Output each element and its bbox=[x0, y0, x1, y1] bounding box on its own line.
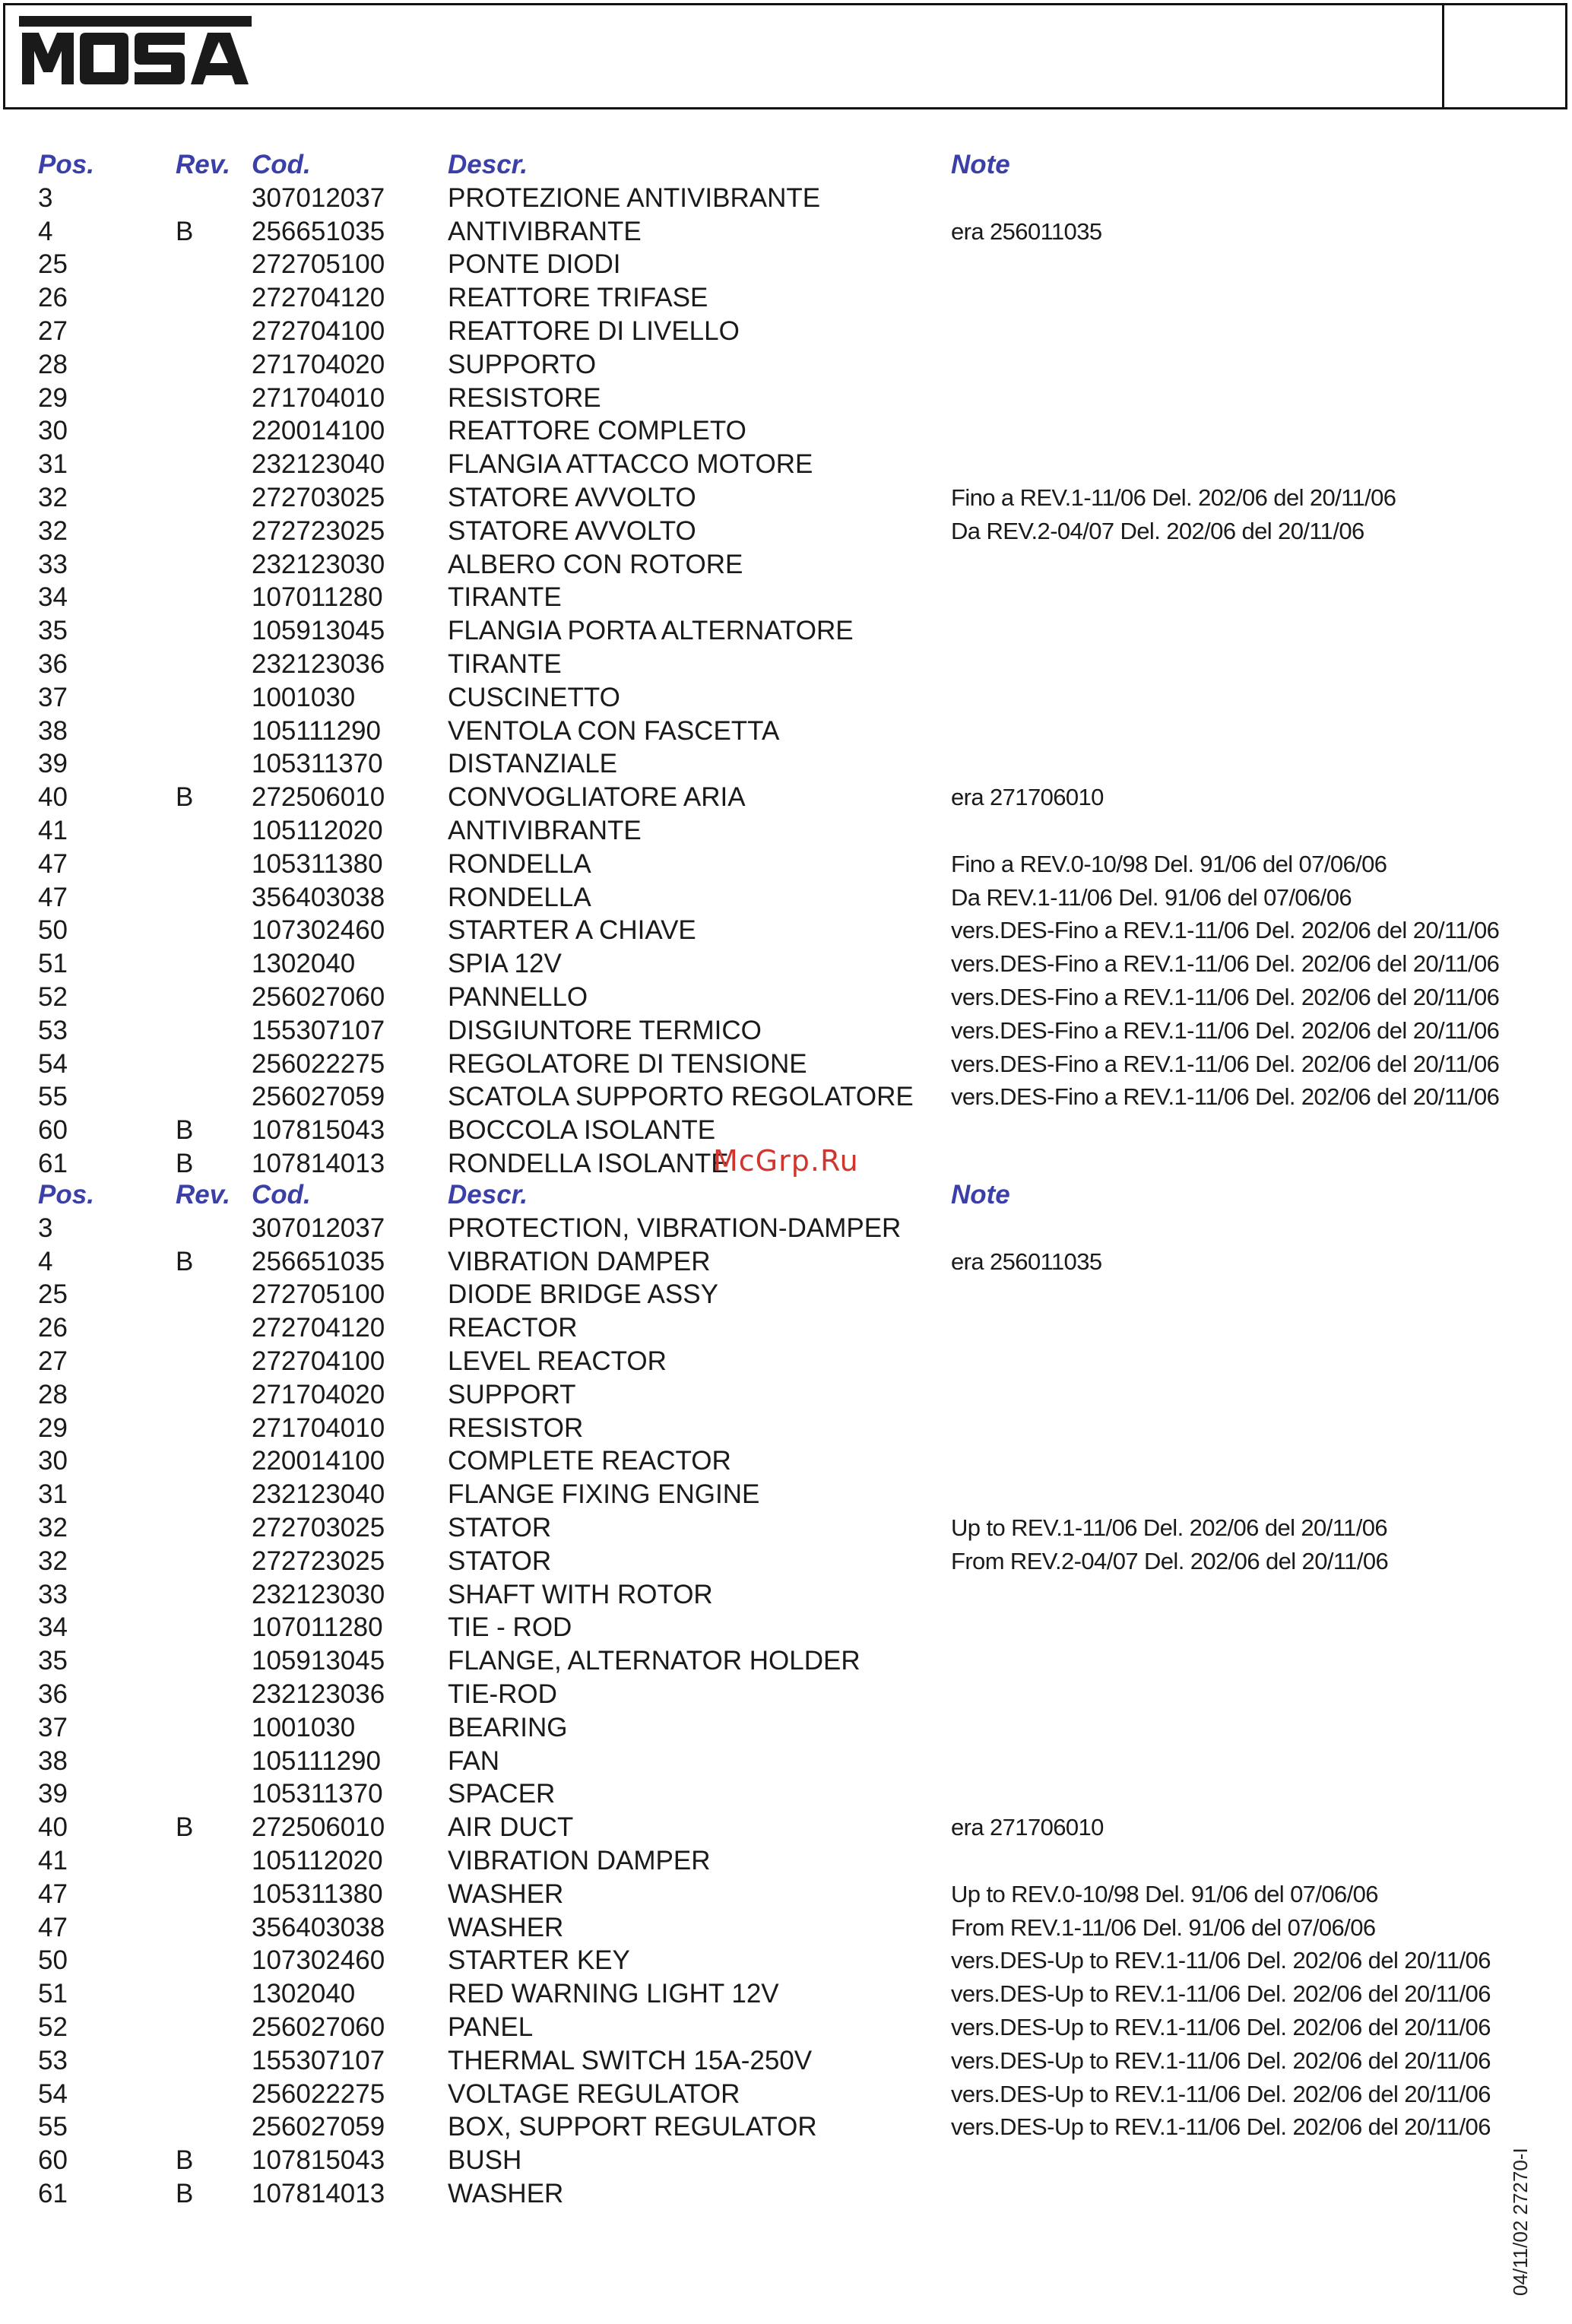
cell-pos: 29 bbox=[38, 1412, 68, 1443]
cell-descr: REATTORE TRIFASE bbox=[448, 283, 708, 313]
cell-pos: 61 bbox=[38, 1149, 68, 1178]
column-header-cod: Cod. bbox=[252, 1180, 311, 1210]
cell-descr: SCATOLA SUPPORTO REGOLATORE bbox=[448, 1082, 914, 1112]
cell-cod: 307012037 bbox=[252, 182, 385, 213]
cell-cod: 272723025 bbox=[252, 1546, 385, 1576]
cell-note: vers.DES-Fino a REV.1-11/06 Del. 202/06 del 20/11/06 bbox=[951, 1050, 1500, 1077]
watermark: McGrp.Ru bbox=[713, 1144, 859, 1178]
cell-note: era 256011035 bbox=[951, 1248, 1102, 1275]
cell-note: From REV.2-04/07 Del. 202/06 del 20/11/06 bbox=[951, 1547, 1389, 1574]
table-row bbox=[0, 414, 1572, 448]
cell-note: vers.DES-Up to REV.1-11/06 Del. 202/06 del 20/11/06 bbox=[951, 2014, 1491, 2040]
table-row bbox=[0, 1278, 1572, 1311]
column-header-pos: Pos. bbox=[38, 150, 94, 179]
cell-cod: 272704120 bbox=[252, 1313, 385, 1343]
cell-note: era 271706010 bbox=[951, 1814, 1104, 1841]
cell-note: Up to REV.1-11/06 Del. 202/06 del 20/11/06 bbox=[951, 1514, 1387, 1541]
cell-pos: 47 bbox=[38, 1912, 68, 1942]
cell-cod: 105311380 bbox=[252, 1879, 383, 1909]
cell-descr: WASHER bbox=[448, 1912, 564, 1942]
cell-note: vers.DES-Up to REV.1-11/06 Del. 202/06 del 20/11/06 bbox=[951, 2047, 1491, 2074]
cell-cod: 256027059 bbox=[252, 2112, 385, 2142]
cell-cod: 1302040 bbox=[252, 1979, 356, 2009]
table-row bbox=[0, 248, 1572, 281]
cell-descr: PANEL bbox=[448, 2012, 534, 2042]
cell-descr: PROTECTION, VIBRATION-DAMPER bbox=[448, 1213, 902, 1243]
table-row bbox=[0, 781, 1572, 814]
cell-descr: AIR DUCT bbox=[448, 1812, 574, 1843]
table-row bbox=[0, 1811, 1572, 1844]
cell-descr: LEVEL REACTOR bbox=[448, 1346, 667, 1376]
cell-descr: PONTE DIODI bbox=[448, 249, 621, 280]
cell-pos: 30 bbox=[38, 1446, 68, 1476]
cell-descr: VENTOLA CON FASCETTA bbox=[448, 715, 780, 746]
cell-cod: 220014100 bbox=[252, 1446, 385, 1476]
cell-descr: SHAFT WITH ROTOR bbox=[448, 1579, 713, 1609]
cell-pos: 37 bbox=[38, 682, 68, 712]
cell-descr: FLANGIA PORTA ALTERNATORE bbox=[448, 616, 854, 646]
cell-cod: 107814013 bbox=[252, 2179, 385, 2208]
cell-pos: 38 bbox=[38, 1745, 68, 1776]
cell-note: era 256011035 bbox=[951, 217, 1102, 245]
table-row bbox=[0, 914, 1572, 947]
cell-cod: 256027060 bbox=[252, 982, 385, 1012]
table-row bbox=[0, 1745, 1572, 1778]
cell-pos: 34 bbox=[38, 1612, 68, 1643]
table-row bbox=[0, 648, 1572, 681]
table-row bbox=[0, 1478, 1572, 1511]
table-header-row bbox=[0, 148, 1572, 182]
cell-cod: 220014100 bbox=[252, 416, 385, 446]
cell-pos: 32 bbox=[38, 1513, 68, 1542]
cell-descr: STARTER KEY bbox=[448, 1945, 630, 1976]
cell-pos: 28 bbox=[38, 349, 68, 379]
cell-pos: 29 bbox=[38, 382, 68, 413]
table-row bbox=[0, 448, 1572, 481]
mosa-logo-graphic bbox=[19, 16, 252, 87]
cell-pos: 41 bbox=[38, 816, 68, 845]
table-row bbox=[0, 481, 1572, 515]
cell-cod: 256022275 bbox=[252, 1048, 385, 1079]
cell-cod: 1302040 bbox=[252, 949, 356, 979]
cell-descr: RESISTORE bbox=[448, 382, 601, 413]
cell-pos: 36 bbox=[38, 1679, 68, 1709]
cell-cod: 107302460 bbox=[252, 915, 385, 946]
table-row bbox=[0, 182, 1572, 215]
cell-pos: 28 bbox=[38, 1379, 68, 1409]
table-row bbox=[0, 515, 1572, 548]
cell-descr: RED WARNING LIGHT 12V bbox=[448, 1979, 779, 2009]
table-row bbox=[0, 1878, 1572, 1911]
cell-pos: 26 bbox=[38, 283, 68, 313]
table-row bbox=[0, 1378, 1572, 1412]
cell-descr: FAN bbox=[448, 1745, 500, 1776]
cell-descr: RONDELLA bbox=[448, 882, 591, 912]
cell-cod: 256651035 bbox=[252, 216, 385, 246]
cell-cod: 272703025 bbox=[252, 483, 385, 512]
header-divider bbox=[1442, 5, 1444, 107]
cell-cod: 105111290 bbox=[252, 1745, 381, 1776]
cell-note: Up to REV.0-10/98 Del. 91/06 del 07/06/06 bbox=[951, 1880, 1378, 1907]
cell-cod: 272704100 bbox=[252, 316, 385, 346]
cell-cod: 356403038 bbox=[252, 882, 385, 912]
cell-descr: RONDELLA bbox=[448, 848, 591, 879]
cell-cod: 105112020 bbox=[252, 816, 383, 845]
cell-note: vers.DES-Up to REV.1-11/06 Del. 202/06 del 20/11/06 bbox=[951, 2113, 1491, 2141]
cell-pos: 32 bbox=[38, 483, 68, 512]
table-row bbox=[0, 215, 1572, 249]
cell-pos: 40 bbox=[38, 1812, 68, 1843]
cell-descr: BOCCOLA ISOLANTE bbox=[448, 1115, 716, 1146]
cell-note: vers.DES-Up to REV.1-11/06 Del. 202/06 del 20/11/06 bbox=[951, 2080, 1491, 2107]
cell-cod: 232123030 bbox=[252, 1579, 385, 1609]
cell-cod: 271704020 bbox=[252, 1379, 385, 1409]
cell-cod: 105311370 bbox=[252, 749, 383, 779]
table-row bbox=[0, 1444, 1572, 1478]
cell-descr: SPIA 12V bbox=[448, 949, 562, 979]
cell-descr: REGOLATORE DI TENSIONE bbox=[448, 1048, 807, 1079]
table-row bbox=[0, 2177, 1572, 2211]
cell-pos: 31 bbox=[38, 1479, 68, 1510]
cell-cod: 256027059 bbox=[252, 1082, 385, 1112]
table-row bbox=[0, 614, 1572, 648]
footer-document-code: 04/11/02 27270-I bbox=[1509, 2148, 1532, 2296]
cell-pos: 55 bbox=[38, 1082, 68, 1112]
cell-cod: 232123040 bbox=[252, 1479, 385, 1510]
cell-cod: 272705100 bbox=[252, 249, 385, 280]
cell-pos: 38 bbox=[38, 715, 68, 746]
cell-descr: TIE-ROD bbox=[448, 1679, 557, 1709]
cell-descr: DIODE BRIDGE ASSY bbox=[448, 1279, 718, 1310]
cell-pos: 47 bbox=[38, 848, 68, 879]
table-row bbox=[0, 814, 1572, 848]
column-header-rev: Rev. bbox=[176, 1180, 230, 1210]
cell-cod: 232123040 bbox=[252, 449, 385, 480]
table-row bbox=[0, 1412, 1572, 1445]
cell-cod: 272506010 bbox=[252, 1812, 385, 1843]
cell-descr: DISGIUNTORE TERMICO bbox=[448, 1015, 762, 1045]
table-row bbox=[0, 1114, 1572, 1147]
cell-cod: 271704010 bbox=[252, 382, 385, 413]
cell-pos: 37 bbox=[38, 1712, 68, 1742]
cell-note: Da REV.2-04/07 Del. 202/06 del 20/11/06 bbox=[951, 517, 1364, 544]
cell-descr: STATORE AVVOLTO bbox=[448, 483, 696, 512]
cell-pos: 25 bbox=[38, 1279, 68, 1310]
cell-cod: 105112020 bbox=[252, 1846, 383, 1875]
table-row bbox=[0, 281, 1572, 315]
cell-note: vers.DES-Fino a REV.1-11/06 Del. 202/06 del 20/11/06 bbox=[951, 917, 1500, 944]
table-row bbox=[0, 315, 1572, 348]
cell-pos: 41 bbox=[38, 1846, 68, 1875]
cell-descr: STATORE AVVOLTO bbox=[448, 515, 696, 546]
table-row bbox=[0, 1711, 1572, 1745]
cell-cod: 256027060 bbox=[252, 2012, 385, 2042]
cell-descr: VIBRATION DAMPER bbox=[448, 1846, 711, 1875]
cell-note: era 271706010 bbox=[951, 784, 1104, 811]
table-row bbox=[0, 1545, 1572, 1578]
cell-descr: BUSH bbox=[448, 2145, 522, 2176]
cell-pos: 60 bbox=[38, 1115, 68, 1146]
cell-pos: 33 bbox=[38, 549, 68, 579]
table-row bbox=[0, 1345, 1572, 1378]
cell-rev: B bbox=[176, 1246, 194, 1276]
cell-descr: SUPPORT bbox=[448, 1379, 576, 1409]
cell-pos: 3 bbox=[38, 1213, 53, 1243]
cell-cod: 107011280 bbox=[252, 582, 383, 613]
cell-note: vers.DES-Fino a REV.1-11/06 Del. 202/06 del 20/11/06 bbox=[951, 984, 1500, 1010]
table-row bbox=[0, 1911, 1572, 1945]
cell-descr: CONVOGLIATORE ARIA bbox=[448, 782, 746, 813]
cell-rev: B bbox=[176, 1115, 194, 1146]
cell-descr: ALBERO CON ROTORE bbox=[448, 549, 743, 579]
cell-note: From REV.1-11/06 Del. 91/06 del 07/06/06 bbox=[951, 1913, 1376, 1941]
cell-pos: 39 bbox=[38, 1779, 68, 1809]
cell-rev: B bbox=[176, 1149, 194, 1178]
table-row bbox=[0, 2044, 1572, 2078]
cell-descr: ANTIVIBRANTE bbox=[448, 816, 642, 845]
table-row bbox=[0, 848, 1572, 881]
cell-cod: 271704020 bbox=[252, 349, 385, 379]
table-row bbox=[0, 382, 1572, 415]
table-row bbox=[0, 1944, 1572, 1977]
cell-pos: 32 bbox=[38, 515, 68, 546]
cell-note: vers.DES-Fino a REV.1-11/06 Del. 202/06 del 20/11/06 bbox=[951, 950, 1500, 978]
cell-cod: 105913045 bbox=[252, 616, 385, 646]
cell-pos: 50 bbox=[38, 1945, 68, 1976]
cell-pos: 34 bbox=[38, 582, 68, 613]
cell-cod: 155307107 bbox=[252, 2045, 385, 2075]
table-row bbox=[0, 1245, 1572, 1279]
cell-rev: B bbox=[176, 2145, 194, 2176]
cell-descr: CUSCINETTO bbox=[448, 682, 620, 712]
cell-descr: BOX, SUPPORT REGULATOR bbox=[448, 2112, 817, 2142]
cell-descr: WASHER bbox=[448, 2179, 564, 2208]
table-row bbox=[0, 2144, 1572, 2177]
cell-rev: B bbox=[176, 216, 194, 246]
cell-descr: STATOR bbox=[448, 1546, 552, 1576]
table-row bbox=[0, 747, 1572, 781]
cell-descr: VOLTAGE REGULATOR bbox=[448, 2078, 740, 2109]
cell-pos: 47 bbox=[38, 1879, 68, 1909]
cell-pos: 39 bbox=[38, 749, 68, 779]
table-row bbox=[0, 1644, 1572, 1678]
cell-pos: 35 bbox=[38, 616, 68, 646]
cell-descr: FLANGE, ALTERNATOR HOLDER bbox=[448, 1646, 860, 1676]
column-header-rev: Rev. bbox=[176, 150, 230, 179]
cell-cod: 232123030 bbox=[252, 549, 385, 579]
cell-pos: 31 bbox=[38, 449, 68, 480]
column-header-descr: Descr. bbox=[448, 1180, 528, 1210]
table-row bbox=[0, 1014, 1572, 1048]
cell-cod: 107814013 bbox=[252, 1149, 385, 1178]
cell-pos: 33 bbox=[38, 1579, 68, 1609]
cell-cod: 105913045 bbox=[252, 1646, 385, 1676]
cell-rev: B bbox=[176, 782, 194, 813]
column-header-descr: Descr. bbox=[448, 150, 528, 179]
cell-descr: COMPLETE REACTOR bbox=[448, 1446, 731, 1476]
cell-cod: 272705100 bbox=[252, 1279, 385, 1310]
cell-note: Da REV.1-11/06 Del. 91/06 del 07/06/06 bbox=[951, 883, 1352, 911]
cell-descr: RESISTOR bbox=[448, 1412, 584, 1443]
cell-cod: 105111290 bbox=[252, 715, 381, 746]
cell-rev: B bbox=[176, 1812, 194, 1843]
cell-descr: FLANGIA ATTACCO MOTORE bbox=[448, 449, 813, 480]
cell-pos: 25 bbox=[38, 249, 68, 280]
column-header-note: Note bbox=[951, 1180, 1010, 1210]
cell-cod: 272506010 bbox=[252, 782, 385, 813]
cell-note: vers.DES-Fino a REV.1-11/06 Del. 202/06 del 20/11/06 bbox=[951, 1083, 1500, 1111]
table-row bbox=[0, 1311, 1572, 1345]
cell-cod: 232123036 bbox=[252, 649, 385, 679]
cell-pos: 60 bbox=[38, 2145, 68, 2176]
cell-pos: 52 bbox=[38, 2012, 68, 2042]
table-row bbox=[0, 1977, 1572, 2011]
mosa-logo bbox=[19, 16, 252, 87]
cell-cod: 1001030 bbox=[252, 1712, 356, 1742]
cell-cod: 107815043 bbox=[252, 2145, 385, 2176]
cell-cod: 272723025 bbox=[252, 515, 385, 546]
table-row bbox=[0, 2110, 1572, 2144]
cell-pos: 53 bbox=[38, 1015, 68, 1045]
cell-cod: 256651035 bbox=[252, 1246, 385, 1276]
cell-cod: 356403038 bbox=[252, 1912, 385, 1942]
cell-descr: THERMAL SWITCH 15A-250V bbox=[448, 2045, 813, 2075]
cell-cod: 307012037 bbox=[252, 1213, 385, 1243]
table-row bbox=[0, 1611, 1572, 1644]
cell-pos: 61 bbox=[38, 2179, 68, 2208]
cell-note: vers.DES-Up to REV.1-11/06 Del. 202/06 del 20/11/06 bbox=[951, 1980, 1491, 2008]
cell-descr: SUPPORTO bbox=[448, 349, 597, 379]
cell-pos: 30 bbox=[38, 416, 68, 446]
cell-pos: 54 bbox=[38, 1048, 68, 1079]
table-row bbox=[0, 1511, 1572, 1545]
cell-descr: PANNELLO bbox=[448, 982, 588, 1012]
cell-pos: 32 bbox=[38, 1546, 68, 1576]
cell-descr: VIBRATION DAMPER bbox=[448, 1246, 711, 1276]
cell-cod: 107011280 bbox=[252, 1612, 383, 1643]
cell-descr: REATTORE COMPLETO bbox=[448, 416, 746, 446]
table-row bbox=[0, 548, 1572, 582]
cell-descr: SPACER bbox=[448, 1779, 556, 1809]
table-row bbox=[0, 681, 1572, 715]
cell-descr: ANTIVIBRANTE bbox=[448, 216, 642, 246]
cell-descr: BEARING bbox=[448, 1712, 568, 1742]
cell-descr: TIRANTE bbox=[448, 649, 562, 679]
cell-rev: B bbox=[176, 2179, 194, 2208]
cell-descr: TIE - ROD bbox=[448, 1612, 572, 1643]
cell-cod: 105311370 bbox=[252, 1779, 383, 1809]
cell-cod: 107815043 bbox=[252, 1115, 385, 1146]
table-row bbox=[0, 1048, 1572, 1081]
cell-cod: 272704120 bbox=[252, 283, 385, 313]
cell-pos: 26 bbox=[38, 1313, 68, 1343]
cell-descr: TIRANTE bbox=[448, 582, 562, 613]
cell-cod: 272703025 bbox=[252, 1513, 385, 1542]
cell-descr: FLANGE FIXING ENGINE bbox=[448, 1479, 760, 1510]
cell-descr: STARTER A CHIAVE bbox=[448, 915, 696, 946]
table-header-row bbox=[0, 1178, 1572, 1212]
table-row bbox=[0, 947, 1572, 981]
cell-pos: 4 bbox=[38, 1246, 53, 1276]
cell-pos: 55 bbox=[38, 2112, 68, 2142]
cell-cod: 1001030 bbox=[252, 682, 356, 712]
cell-pos: 27 bbox=[38, 1346, 68, 1376]
cell-descr: REACTOR bbox=[448, 1313, 578, 1343]
table-row bbox=[0, 981, 1572, 1014]
cell-note: Fino a REV.1-11/06 Del. 202/06 del 20/11/06 bbox=[951, 484, 1396, 511]
cell-descr: REATTORE DI LIVELLO bbox=[448, 316, 740, 346]
cell-pos: 4 bbox=[38, 216, 53, 246]
cell-pos: 52 bbox=[38, 982, 68, 1012]
cell-descr: WASHER bbox=[448, 1879, 564, 1909]
table-row bbox=[0, 1777, 1572, 1811]
table-row bbox=[0, 881, 1572, 915]
cell-pos: 40 bbox=[38, 782, 68, 813]
header-box bbox=[3, 3, 1567, 109]
cell-cod: 105311380 bbox=[252, 848, 383, 879]
table-row bbox=[0, 1212, 1572, 1245]
column-header-cod: Cod. bbox=[252, 150, 311, 179]
cell-pos: 35 bbox=[38, 1646, 68, 1676]
cell-note: Fino a REV.0-10/98 Del. 91/06 del 07/06/06 bbox=[951, 850, 1387, 877]
cell-pos: 51 bbox=[38, 949, 68, 979]
table-row bbox=[0, 1080, 1572, 1114]
table-row bbox=[0, 1578, 1572, 1612]
cell-cod: 272704100 bbox=[252, 1346, 385, 1376]
cell-pos: 50 bbox=[38, 915, 68, 946]
cell-pos: 54 bbox=[38, 2078, 68, 2109]
cell-cod: 232123036 bbox=[252, 1679, 385, 1709]
cell-cod: 271704010 bbox=[252, 1412, 385, 1443]
cell-descr: PROTEZIONE ANTIVIBRANTE bbox=[448, 182, 821, 213]
cell-pos: 53 bbox=[38, 2045, 68, 2075]
table-row bbox=[0, 715, 1572, 748]
column-header-pos: Pos. bbox=[38, 1180, 94, 1210]
cell-cod: 256022275 bbox=[252, 2078, 385, 2109]
cell-pos: 51 bbox=[38, 1979, 68, 2009]
cell-pos: 3 bbox=[38, 182, 53, 213]
cell-cod: 155307107 bbox=[252, 1015, 385, 1045]
cell-descr: DISTANZIALE bbox=[448, 749, 618, 779]
cell-note: vers.DES-Fino a REV.1-11/06 Del. 202/06 del 20/11/06 bbox=[951, 1016, 1500, 1044]
cell-descr: RONDELLA ISOLANTE bbox=[448, 1149, 729, 1178]
cell-descr: STATOR bbox=[448, 1513, 552, 1542]
table-row bbox=[0, 1678, 1572, 1711]
cell-pos: 27 bbox=[38, 316, 68, 346]
table-row bbox=[0, 1844, 1572, 1878]
cell-note: vers.DES-Up to REV.1-11/06 Del. 202/06 del 20/11/06 bbox=[951, 1947, 1491, 1974]
cell-pos: 47 bbox=[38, 882, 68, 912]
cell-pos: 36 bbox=[38, 649, 68, 679]
cell-cod: 107302460 bbox=[252, 1945, 385, 1976]
table-row bbox=[0, 581, 1572, 614]
table-row bbox=[0, 2011, 1572, 2044]
table-row bbox=[0, 2078, 1572, 2111]
table-row bbox=[0, 348, 1572, 382]
column-header-note: Note bbox=[951, 150, 1010, 179]
